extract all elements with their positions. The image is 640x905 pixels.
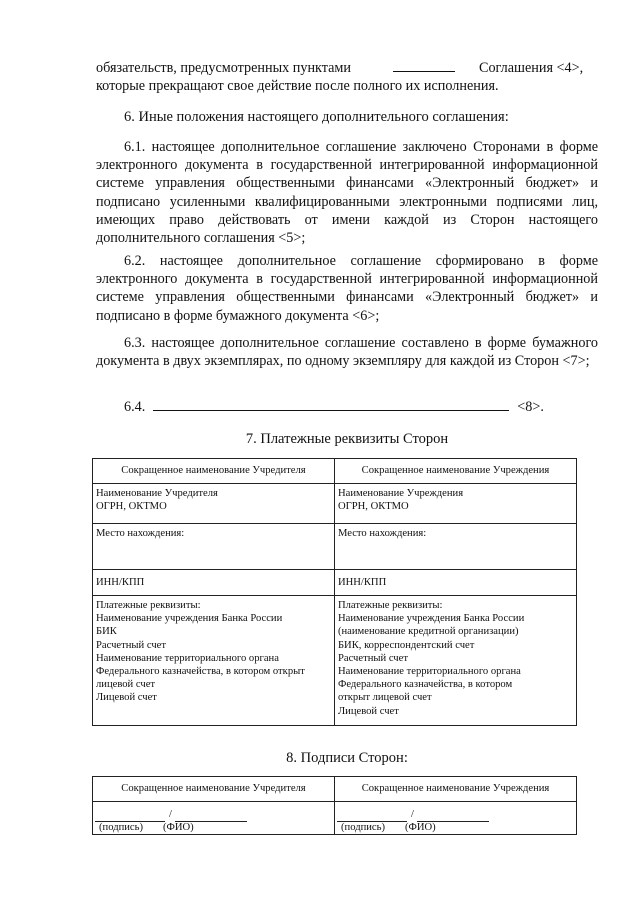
institution-inn-cell: ИНН/КПП bbox=[334, 570, 576, 596]
institution-bank-cell bbox=[334, 596, 576, 726]
table-row bbox=[93, 459, 577, 484]
cell-line: Лицевой счет bbox=[96, 692, 157, 704]
founder-name-cell bbox=[93, 484, 335, 524]
table-row bbox=[93, 524, 577, 570]
founder-signature-cell bbox=[93, 802, 335, 835]
cell-line: Наименование Учредителя bbox=[96, 488, 218, 499]
signature-block bbox=[335, 802, 576, 834]
clause-6-4 bbox=[124, 397, 544, 416]
cell-line: (наименование кредитной организации) bbox=[337, 626, 519, 638]
cell-line: Наименование учреждения Банка России bbox=[96, 613, 283, 625]
separator: / bbox=[411, 809, 414, 820]
blank-field[interactable] bbox=[393, 59, 455, 72]
cell-line: Лицевой счет bbox=[337, 705, 399, 717]
founder-bank-cell bbox=[93, 596, 335, 726]
signature-lines bbox=[337, 810, 487, 821]
signature-lines bbox=[95, 810, 245, 821]
clause-6-1: 6.1. настоящее дополнительное соглашение заключено Сторонами в форме электронного документа в государственной интегрированной информационной системе управления общественными финансами «Электронный бюджет» и подписано усиленными квалифицированными электронными подписями лиц, имеющих право действовать от имени каждой из Сторон настоящего дополнительного соглашения <5>; bbox=[96, 139, 598, 247]
clause-number: 6.4. bbox=[124, 399, 146, 415]
footnote-ref: <8>. bbox=[517, 399, 544, 415]
cell-line: Платежные реквизиты: bbox=[96, 600, 201, 611]
signatures-table bbox=[92, 776, 577, 835]
signature-block bbox=[93, 802, 334, 834]
institution-name-cell bbox=[334, 484, 576, 524]
institution-short-name: Сокращенное наименование Учреждения bbox=[334, 459, 576, 484]
payment-details-table bbox=[92, 458, 577, 726]
cell-line: Расчетный счет bbox=[96, 639, 166, 651]
institution-short-name: Сокращенное наименование Учреждения bbox=[335, 777, 577, 802]
cell-line: Наименование учреждения Банка России bbox=[337, 613, 525, 625]
clause-6-2: 6.2. настоящее дополнительное соглашение сформировано в форме электронного документа в государственной интегрированной информационной системе управления общественными финансами «Электронный бюджет» и подписано в форме бумажного документа <6>; bbox=[96, 253, 598, 324]
text-fragment: обязательств, предусмотренных пунктами bbox=[96, 60, 351, 76]
institution-signature-cell bbox=[335, 802, 577, 835]
table-row bbox=[93, 596, 577, 726]
label-signature: (подпись) bbox=[341, 822, 385, 833]
label-fio: (ФИО) bbox=[162, 822, 194, 833]
label-fio: (ФИО) bbox=[404, 822, 436, 833]
signature-labels bbox=[99, 821, 194, 834]
cell-line: открыт лицевой счет bbox=[337, 692, 432, 704]
cell-line: Наименование Учреждения bbox=[337, 488, 464, 499]
cell-line: Федерального казначейства, в котором открыт bbox=[96, 666, 305, 678]
cell-line: ОГРН, ОКТМО bbox=[96, 501, 167, 513]
text-fragment: Соглашения <4>, bbox=[479, 60, 584, 76]
founder-short-name: Сокращенное наименование Учредителя bbox=[93, 459, 335, 484]
cell-line: Расчетный счет bbox=[337, 652, 408, 664]
signature-labels bbox=[341, 821, 436, 834]
cell-line: лицевой счет bbox=[96, 679, 156, 691]
founder-inn-cell: ИНН/КПП bbox=[93, 570, 335, 596]
founder-location-cell: Место нахождения: bbox=[93, 524, 335, 570]
cell-line: Федерального казначейства, в котором bbox=[337, 679, 513, 691]
clause-6-3: 6.3. настоящее дополнительное соглашение составлено в форме бумажного документа в двух экземплярах, по одному экземпляру для каждой из Сторон <7>; bbox=[96, 335, 598, 370]
cell-line: БИК bbox=[96, 626, 117, 638]
cell-line: БИК, корреспондентский счет bbox=[337, 639, 475, 651]
section-6-title: 6. Иные положения настоящего дополнительного соглашения: bbox=[124, 109, 509, 125]
label-signature: (подпись) bbox=[99, 822, 143, 833]
separator: / bbox=[169, 809, 172, 820]
cell-line: Наименование территориального органа bbox=[96, 652, 279, 664]
cell-line: Платежные реквизиты: bbox=[337, 600, 443, 611]
table-row bbox=[93, 484, 577, 524]
cell-line: Наименование территориального органа bbox=[337, 666, 521, 678]
table-row bbox=[93, 777, 577, 802]
blank-field[interactable] bbox=[153, 397, 509, 411]
section-8-title: 8. Подписи Сторон: bbox=[286, 750, 408, 766]
table-row bbox=[93, 802, 577, 835]
table-row bbox=[93, 570, 577, 596]
section-7-title: 7. Платежные реквизиты Сторон bbox=[245, 431, 449, 447]
paragraph-continuation-line2: которые прекращают свое действие после полного их исполнения. bbox=[96, 78, 499, 94]
cell-line: ОГРН, ОКТМО bbox=[337, 501, 409, 513]
paragraph-continuation-line1 bbox=[96, 59, 598, 77]
founder-short-name: Сокращенное наименование Учредителя bbox=[93, 777, 335, 802]
institution-location-cell: Место нахождения: bbox=[334, 524, 576, 570]
